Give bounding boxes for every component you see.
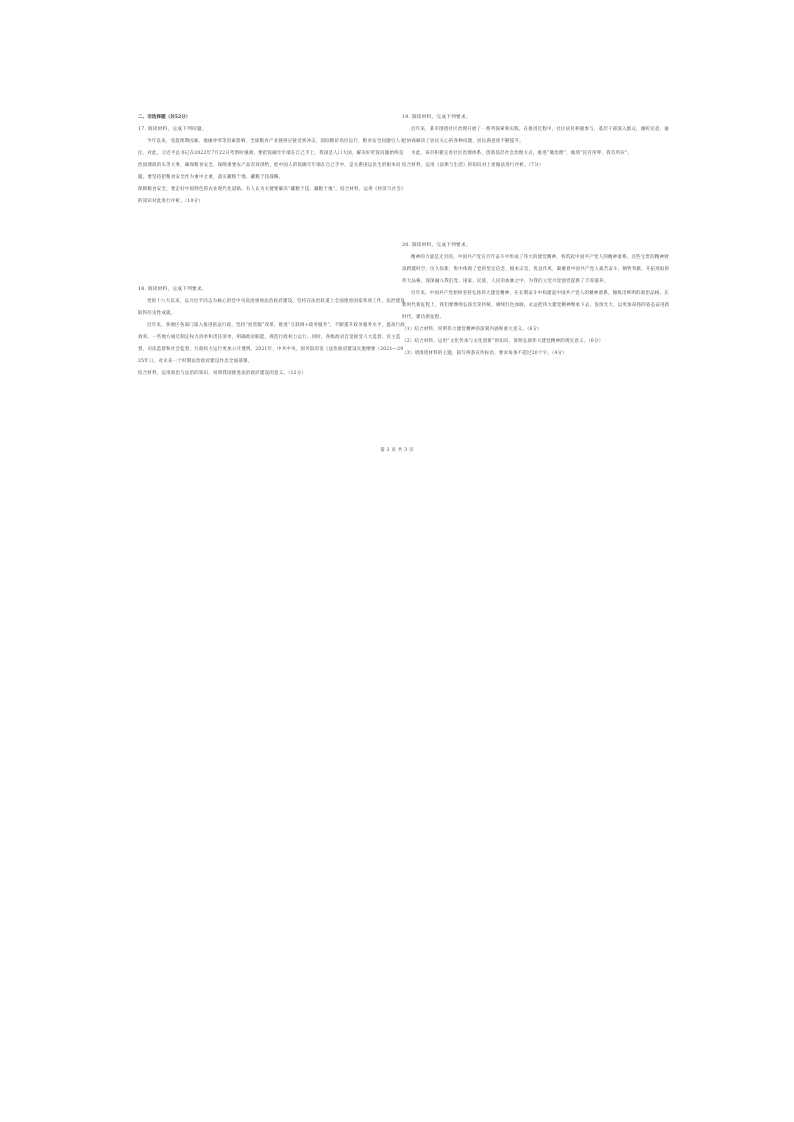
question-18 [138,284,406,380]
question-19 [402,112,670,172]
question-20 [402,240,670,360]
question-19-paragraph: 近年来，某市围绕社区治理开展了一系列探索和实践。在推进过程中，社区居民积极参与，基层干部深入群众，倾听民意，通过协商解决了居民关心的各种问题，居民满意度不断提升。 [402,127,669,144]
page-footer: 第 3 页 共 3 页 [380,448,414,453]
question-20-task-2: （2）结合材料，运用“文化传承与文化创新”的知识，说明弘扬伟大建党精神的现实意义。（6分） [402,339,604,344]
question-19-paragraph: 为此，该市积极完善社区治理体系，创新基层社会治理方式，推进“微治理”，做到“民有所呼、我有所应”。 [411,151,633,156]
question-18-paragraph: 党的十八大以来，以习近平同志为核心的党中央高度重视法治政府建设，坚持在法治轨道上全面推进国家各项工作，法治建设取得历史性成就。 [138,299,405,316]
question-19-head: 19. 阅读材料，完成下列要求。 [402,115,471,120]
question-20-paragraph: 百年来，中国共产党始终坚持弘扬伟大建党精神，在长期奋斗中构建起中国共产党人的精神谱系，锤炼出鲜明的政治品格。在新时代新征程上，我们要继续弘扬光荣传统、赓续红色血脉，永远把伟大建党精神继承下去、发扬光大，以更加昂扬的姿态奋进新时代、建功新征程。 [402,291,670,320]
question-17-paragraph: 今年以来，受超预期因素、地缘冲突等因素影响，全球粮食产业链供应链受到冲击，国际粮价高位运行，粮食安全问题引人关注。对此，习近平总书记在2022年7月22日考察时强调，要把饭碗牢牢端在自己手上。我国是人口大国，解决好吃饭问题始终是治国理政的头等大事，确保粮食安全、保障重要农产品有效供给，把中国人的饭碗牢牢端在自己手中，是关系国运民生的根本问题。要坚持把粮食安全作为重中之重，落实藏粮于地、藏粮于技战略。 [138,139,405,180]
question-18-paragraph: 近年来，各地区各部门深入推进依法行政，坚持“放管服”改革，推进“互联网+政务服务”，不断提升政务服务水平，提高行政效率。一些地方通过制定权力清单和责任清单，明确政府职能，规范行政权力运行。同时，各级政府自觉接受人大监督、民主监督、司法监督和社会监督，行政权力运行更加公开透明。2021年，中共中央、国务院印发《法治政府建设实施纲要（2021—2025年）》，对未来一个时期法治政府建设作出全面部署。 [138,323,406,364]
question-18-head: 18. 阅读材料，完成下列要求。 [138,287,207,292]
question-17-head: 17. 阅读材料，完成下列问题。 [138,127,207,132]
question-17 [138,124,406,208]
section-title: 二、非选择题（共52分） [138,115,191,120]
question-20-head: 20. 阅读材料，完成下列要求。 [402,243,471,248]
question-20-paragraph: 精神的力量是无穷的，中国共产党在百年奋斗中形成了伟大的建党精神，构筑起中国共产党人的精神谱系。这些宝贵的精神财富跨越时空、历久弥新，集中体现了党的坚定信念、根本宗旨、优良作风，凝聚着中国共产党人艰苦奋斗、牺牲奉献、开拓进取的伟大品格，深深融入我们党、国家、民族、人民的血脉之中，为我们立党兴党强党提供了丰厚滋养。 [402,255,670,284]
question-17-task: 保障粮食安全，要走好中国特色的农业现代化道路。有人认为关键要解决“藏粮于技、藏粮于地”。结合材料，运用《经济与社会》的知识对此进行评析。（10分） [138,187,406,204]
question-20-task-3: （3）请围绕材料的主题，拟写两条宣传标语，要求每条不超过20个字。（4分） [402,351,567,356]
question-18-task: 结合材料，运用政治与法治的知识，说明我国推进法治政府建设的意义。（12分） [138,371,307,376]
question-19-task: 结合材料，运用《法律与生活》的知识对上述做法进行评析。（7分） [402,163,544,168]
question-20-task-1: （1）结合材料，说明伟大建党精神的深刻内涵和重大意义。（6分） [402,327,543,332]
